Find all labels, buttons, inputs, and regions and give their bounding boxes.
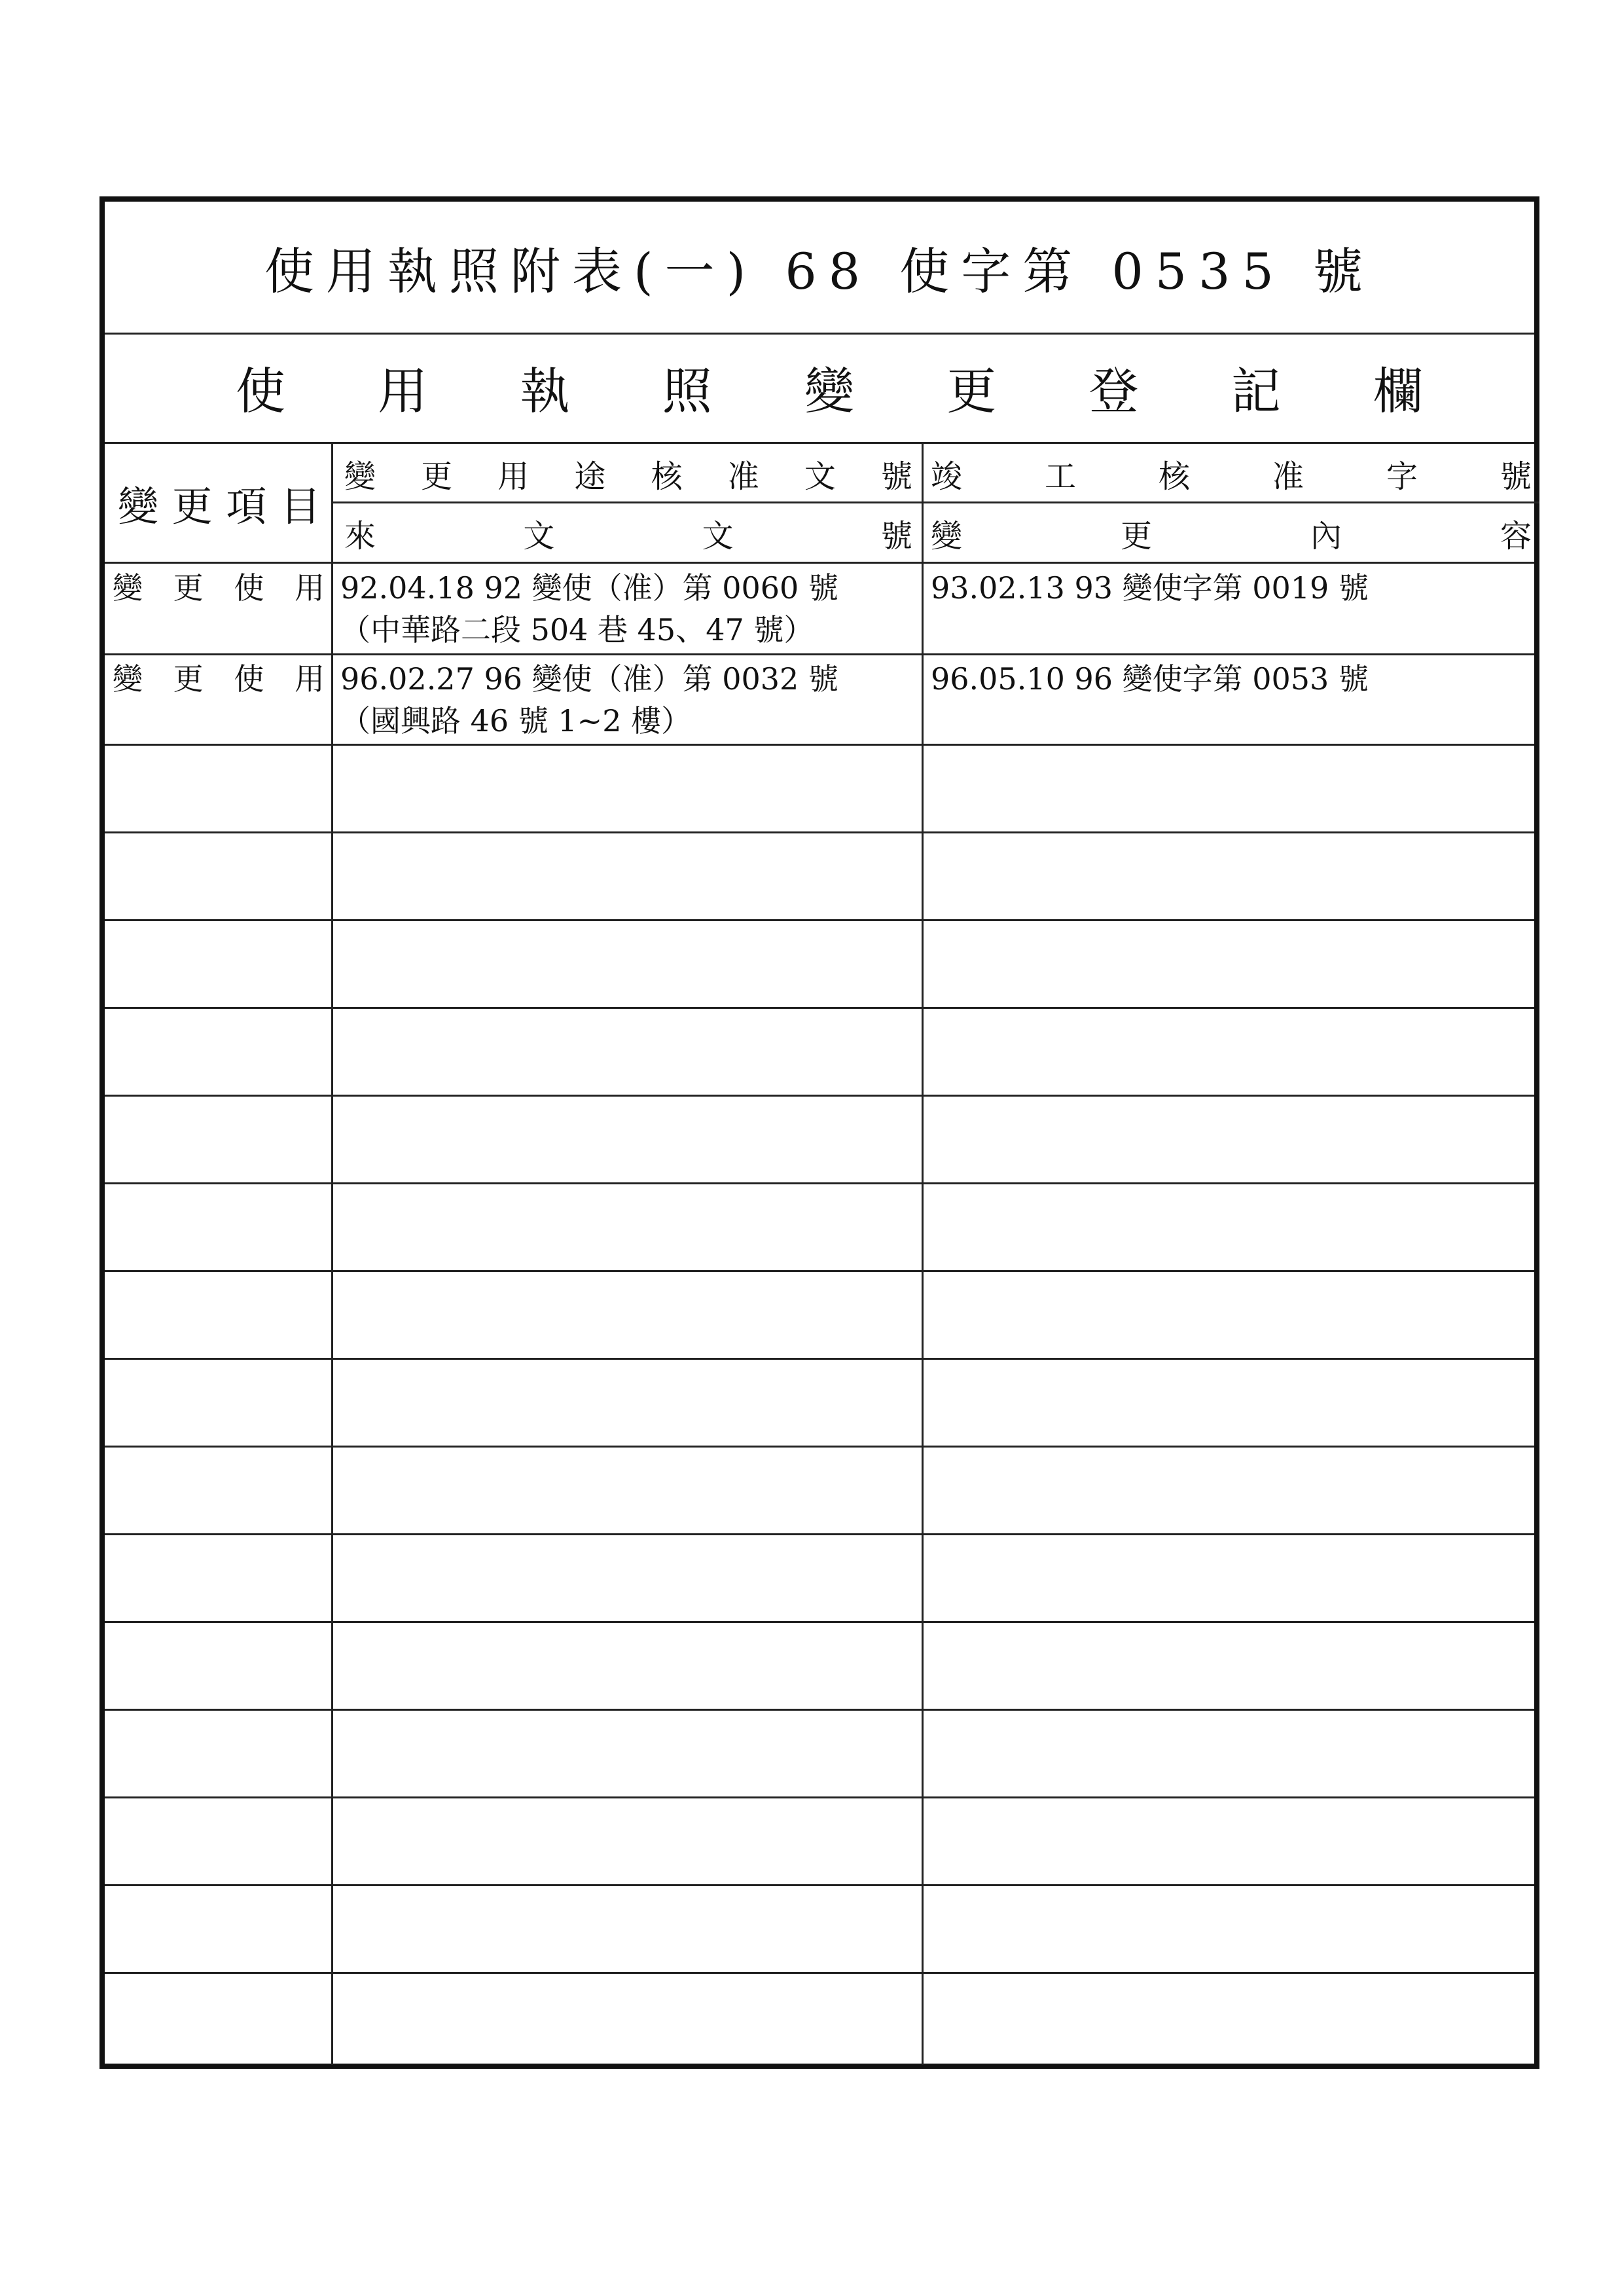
row-line: [105, 1796, 1534, 1798]
header-char: 變: [118, 482, 159, 530]
item-char: 變: [113, 570, 143, 606]
row-2-item: [105, 658, 331, 700]
header-char: 文: [523, 517, 555, 555]
header-char: 准: [1272, 458, 1304, 495]
subtitle-char: 欄: [1373, 362, 1423, 420]
header-completion-label: [924, 444, 1534, 503]
row-2-completion-text: 96.05.10 96 變使字第 0053 號: [931, 661, 1369, 697]
form-title: [105, 202, 1534, 335]
row-2-completion: [931, 658, 1533, 700]
header-divider: [331, 501, 1539, 503]
row-2-doc-line2: （國興路 46 號 1~2 樓）: [340, 703, 692, 738]
subtitle-char: 使: [236, 362, 285, 420]
header-item-label: [111, 444, 327, 562]
row-1-completion-text: 93.02.13 93 變使字第 0019 號: [931, 570, 1369, 606]
subtitle-char: 執: [520, 362, 570, 420]
form-subtitle: [105, 333, 1534, 444]
header-char: 號: [880, 458, 912, 495]
header-approval-doc-label: [335, 444, 918, 503]
header-char: 號: [880, 517, 912, 555]
header-char: 字: [1386, 458, 1418, 495]
row-1-item: [105, 567, 331, 609]
header-char: 核: [651, 458, 683, 495]
header-char: 內: [1310, 517, 1342, 555]
row-line: [105, 1972, 1534, 1974]
row-line: [105, 1358, 1534, 1360]
header-char: 核: [1158, 458, 1190, 495]
header-char: 更: [171, 482, 213, 530]
row-1-doc-line2: （中華路二段 504 巷 45、47 號）: [340, 612, 814, 647]
row-1-completion: [931, 567, 1533, 609]
form-title-text: 使用執照附表(一) 68 使字第 0535 號: [264, 242, 1375, 301]
row-line: [105, 1446, 1534, 1448]
header-char: 更: [1120, 517, 1152, 555]
header-char: 途: [574, 458, 606, 495]
header-bottom-line: [105, 562, 1534, 564]
item-char: 更: [173, 570, 204, 606]
subtitle-char: 更: [946, 362, 997, 420]
row-2-doc-line1: 96.02.27 96 變使（准）第 0032 號: [340, 661, 838, 697]
row-line: [105, 744, 1534, 746]
item-char: 使: [234, 570, 264, 606]
item-char: 變: [113, 661, 143, 697]
header-char: 號: [1500, 458, 1532, 495]
header-char: 文: [702, 517, 734, 555]
row-line: [105, 919, 1534, 921]
header-char: 准: [727, 458, 759, 495]
license-appendix-form: [99, 196, 1539, 2069]
row-line: [105, 1709, 1534, 1711]
item-char: 更: [173, 661, 204, 697]
subtitle-char: 登: [1088, 362, 1139, 420]
header-char: 容: [1500, 517, 1532, 555]
row-line: [105, 1007, 1534, 1009]
item-char: 用: [294, 661, 325, 697]
row-line: [105, 1884, 1534, 1886]
header-char: 變: [931, 517, 963, 555]
header-char: 更: [421, 458, 453, 495]
row-line: [105, 1182, 1534, 1184]
header-incoming-doc-label: [335, 504, 918, 562]
header-char: 變: [344, 458, 376, 495]
row-2-document: [340, 658, 916, 743]
item-char: 使: [234, 661, 264, 697]
row-1-doc-line1: 92.04.18 92 變使（准）第 0060 號: [340, 570, 838, 606]
column-divider: [922, 444, 924, 2065]
row-line: [105, 831, 1534, 833]
row-line: [105, 653, 1534, 655]
item-char: 用: [294, 570, 325, 606]
header-char: 項: [226, 482, 267, 530]
header-char: 文: [804, 458, 836, 495]
row-1-document: [340, 567, 916, 652]
subtitle-char: 記: [1231, 362, 1281, 420]
subtitle-char: 用: [378, 362, 428, 420]
header-char: 目: [279, 482, 321, 530]
row-line: [105, 1095, 1534, 1097]
header-char: 用: [497, 458, 530, 495]
subtitle-char: 照: [662, 362, 712, 420]
header-change-content-label: [924, 504, 1534, 562]
subtitle-char: 變: [804, 362, 854, 420]
row-line: [105, 1621, 1534, 1623]
header-char: 竣: [931, 458, 963, 495]
header-char: 來: [344, 517, 376, 555]
header-char: 工: [1044, 458, 1076, 495]
row-line: [105, 1270, 1534, 1272]
column-divider: [331, 444, 333, 2065]
row-line: [105, 1533, 1534, 1535]
